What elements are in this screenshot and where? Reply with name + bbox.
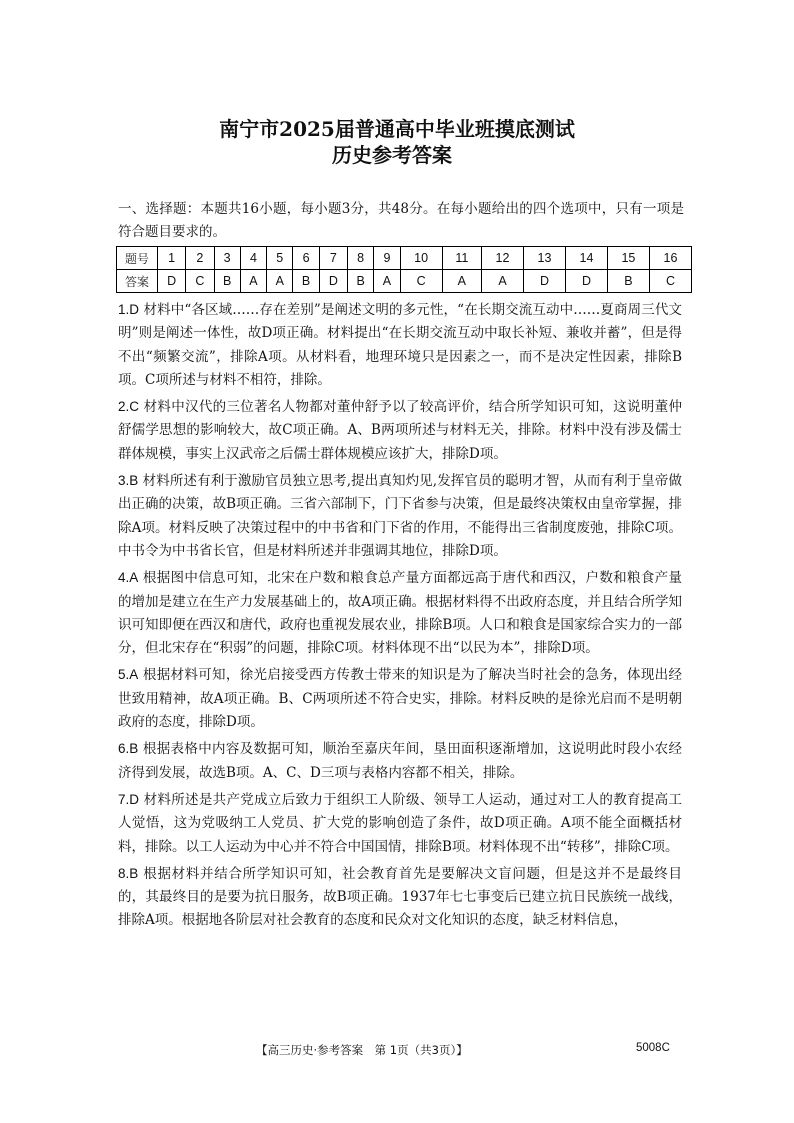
answer-cell: B — [348, 270, 374, 293]
answer-cell: A — [442, 270, 481, 293]
explanation-item — [118, 469, 682, 563]
row-label-number: 题号 — [117, 247, 158, 270]
explanation-label: 3.B — [118, 473, 139, 489]
answer-cell: B — [293, 270, 319, 293]
answer-cell: A — [374, 270, 400, 293]
answer-table — [116, 246, 692, 293]
explanation-item — [118, 395, 682, 466]
document-code: 5008C — [636, 1042, 670, 1054]
question-number: 15 — [607, 247, 649, 270]
explanation-item — [118, 737, 682, 785]
explanation-item — [118, 862, 682, 933]
explanation-item — [118, 663, 682, 734]
question-number: 6 — [293, 247, 319, 270]
explanation-text: 材料中“各区域……存在差别”是阐述文明的多元性，“在长期交流互动中……夏商周三代文明”则是阐述一体性，故D项正确。材料提出“在长期交流互动中取长补短、兼收并蓄”，但是得不出“频繁交流”，排除A项。从材料看，地理环境只是因素之一，而不是决定性因素，排除B项。C项所述与材料不相符，排除。 — [118, 302, 682, 388]
answer-cell: A — [482, 270, 524, 293]
page-info: 【高三历史·参考答案 第 1页（共3页）】 — [256, 1043, 468, 1057]
question-number: 12 — [482, 247, 524, 270]
answer-cell: C — [649, 270, 691, 293]
answer-table-answer-row — [117, 270, 692, 293]
explanation-text: 根据材料并结合所学知识可知，社会教育首先是要解决文盲问题，但是这并不是最终目的，其最终目的是要为抗日服务，故B项正确。1937年七七事变后已建立抗日民族统一战线，排除A项。根据地各阶层对社会教育的态度和民众对文化知识的态度，缺乏材料信息， — [118, 865, 683, 929]
section-intro: 一、选择题：本题共16小题，每小题3分，共48分。在每小题给出的四个选项中，只有一项是符合题目要求的。 — [118, 201, 684, 240]
row-label-answer: 答案 — [117, 270, 158, 293]
explanation-item — [118, 298, 682, 392]
explanation-label: 8.B — [118, 865, 139, 881]
question-number: 14 — [565, 247, 607, 270]
answer-cell: D — [523, 270, 565, 293]
explanations — [118, 298, 682, 936]
explanation-label: 6.B — [118, 741, 139, 757]
answer-cell: D — [158, 270, 186, 293]
answer-cell: B — [214, 270, 240, 293]
document-subtitle: 历史参考答案 — [332, 143, 452, 167]
question-number: 10 — [400, 247, 442, 270]
explanation-text: 根据材料可知，徐光启接受西方传教士带来的知识是为了解决当时社会的急务，体现出经世致用精神，故A项正确。B、C两项所述不符合史实，排除。材料反映的是徐光启而不是明朝政府的态度，排除D项。 — [118, 667, 682, 731]
answer-table-number-row — [117, 247, 692, 270]
explanation-text: 材料中汉代的三位著名人物都对董仲舒予以了较高评价，结合所学知识可知，这说明董仲舒儒学思想的影响较大，故C项正确。A、B两项所述与材料无关，排除。材料中没有涉及儒士群体规模，事实上汉武帝之后儒士群体规模应该扩大，排除D项。 — [118, 399, 682, 462]
question-number: 8 — [348, 247, 374, 270]
explanation-label: 2.C — [118, 399, 140, 415]
answer-cell: A — [267, 270, 293, 293]
question-number: 5 — [267, 247, 293, 270]
answer-cell: C — [186, 270, 214, 293]
answer-cell: D — [319, 270, 347, 293]
question-number: 13 — [523, 247, 565, 270]
question-number: 16 — [649, 247, 691, 270]
exam-title: 南宁市2025届普通高中毕业班摸底测试 — [219, 117, 575, 141]
answer-cell: C — [400, 270, 442, 293]
question-number: 7 — [319, 247, 347, 270]
explanation-text: 材料所述有利于激励官员独立思考,提出真知灼见,发挥官员的聪明才智，从而有利于皇帝做出正确的决策，故B项正确。三省六部制下，门下省参与决策，但是最终决策权由皇帝掌握，排除A项。材料反映了决策过程中的中书省和门下省的作用，不能得出三省制度废弛，排除C项。中书令为中书省长官，但是材料所述并非强调其地位，排除D项。 — [118, 473, 682, 559]
explanation-text: 材料所述是共产党成立后致力于组织工人阶级、领导工人运动，通过对工人的教育提高工人觉悟，这为党吸纳工人党员、扩大党的影响创造了条件，故D项正确。A项不能全面概括材料，排除。以工人运动为中心并不符合中国国情，排除B项。材料体现不出“转移”，排除C项。 — [118, 791, 682, 855]
explanation-label: 7.D — [118, 791, 140, 807]
question-number: 9 — [374, 247, 400, 270]
question-number: 3 — [214, 247, 240, 270]
explanation-item — [118, 788, 682, 859]
explanation-label: 1.D — [118, 302, 140, 317]
question-number: 2 — [186, 247, 214, 270]
answer-cell: B — [607, 270, 649, 293]
question-number: 4 — [240, 247, 266, 270]
explanation-item — [118, 566, 682, 660]
answer-cell: A — [240, 270, 266, 293]
title-block — [0, 116, 794, 168]
explanation-label: 5.A — [118, 667, 139, 683]
question-number: 1 — [158, 247, 186, 270]
question-number: 11 — [442, 247, 481, 270]
explanation-label: 4.A — [118, 570, 139, 586]
explanation-text: 根据图中信息可知，北宋在户数和粮食总产量方面都远高于唐代和西汉，户数和粮食产量的增加是建立在生产力发展基础上的，故A项正确。根据材料得不出政府态度，并且结合所学知识可知即便在西汉和唐代，政府也重视发展农业，排除B项。人口和粮食是国家综合实力的一部分，但北宋存在“积弱”的问题，排除C项。材料体现不出“以民为本”，排除D项。 — [118, 570, 682, 657]
answer-cell: D — [565, 270, 607, 293]
explanation-text: 根据表格中内容及数据可知，顺治至嘉庆年间，垦田面积逐渐增加，这说明此时段小农经济得到发展，故选B项。A、C、D三项与表格内容都不相关，排除。 — [118, 741, 682, 781]
